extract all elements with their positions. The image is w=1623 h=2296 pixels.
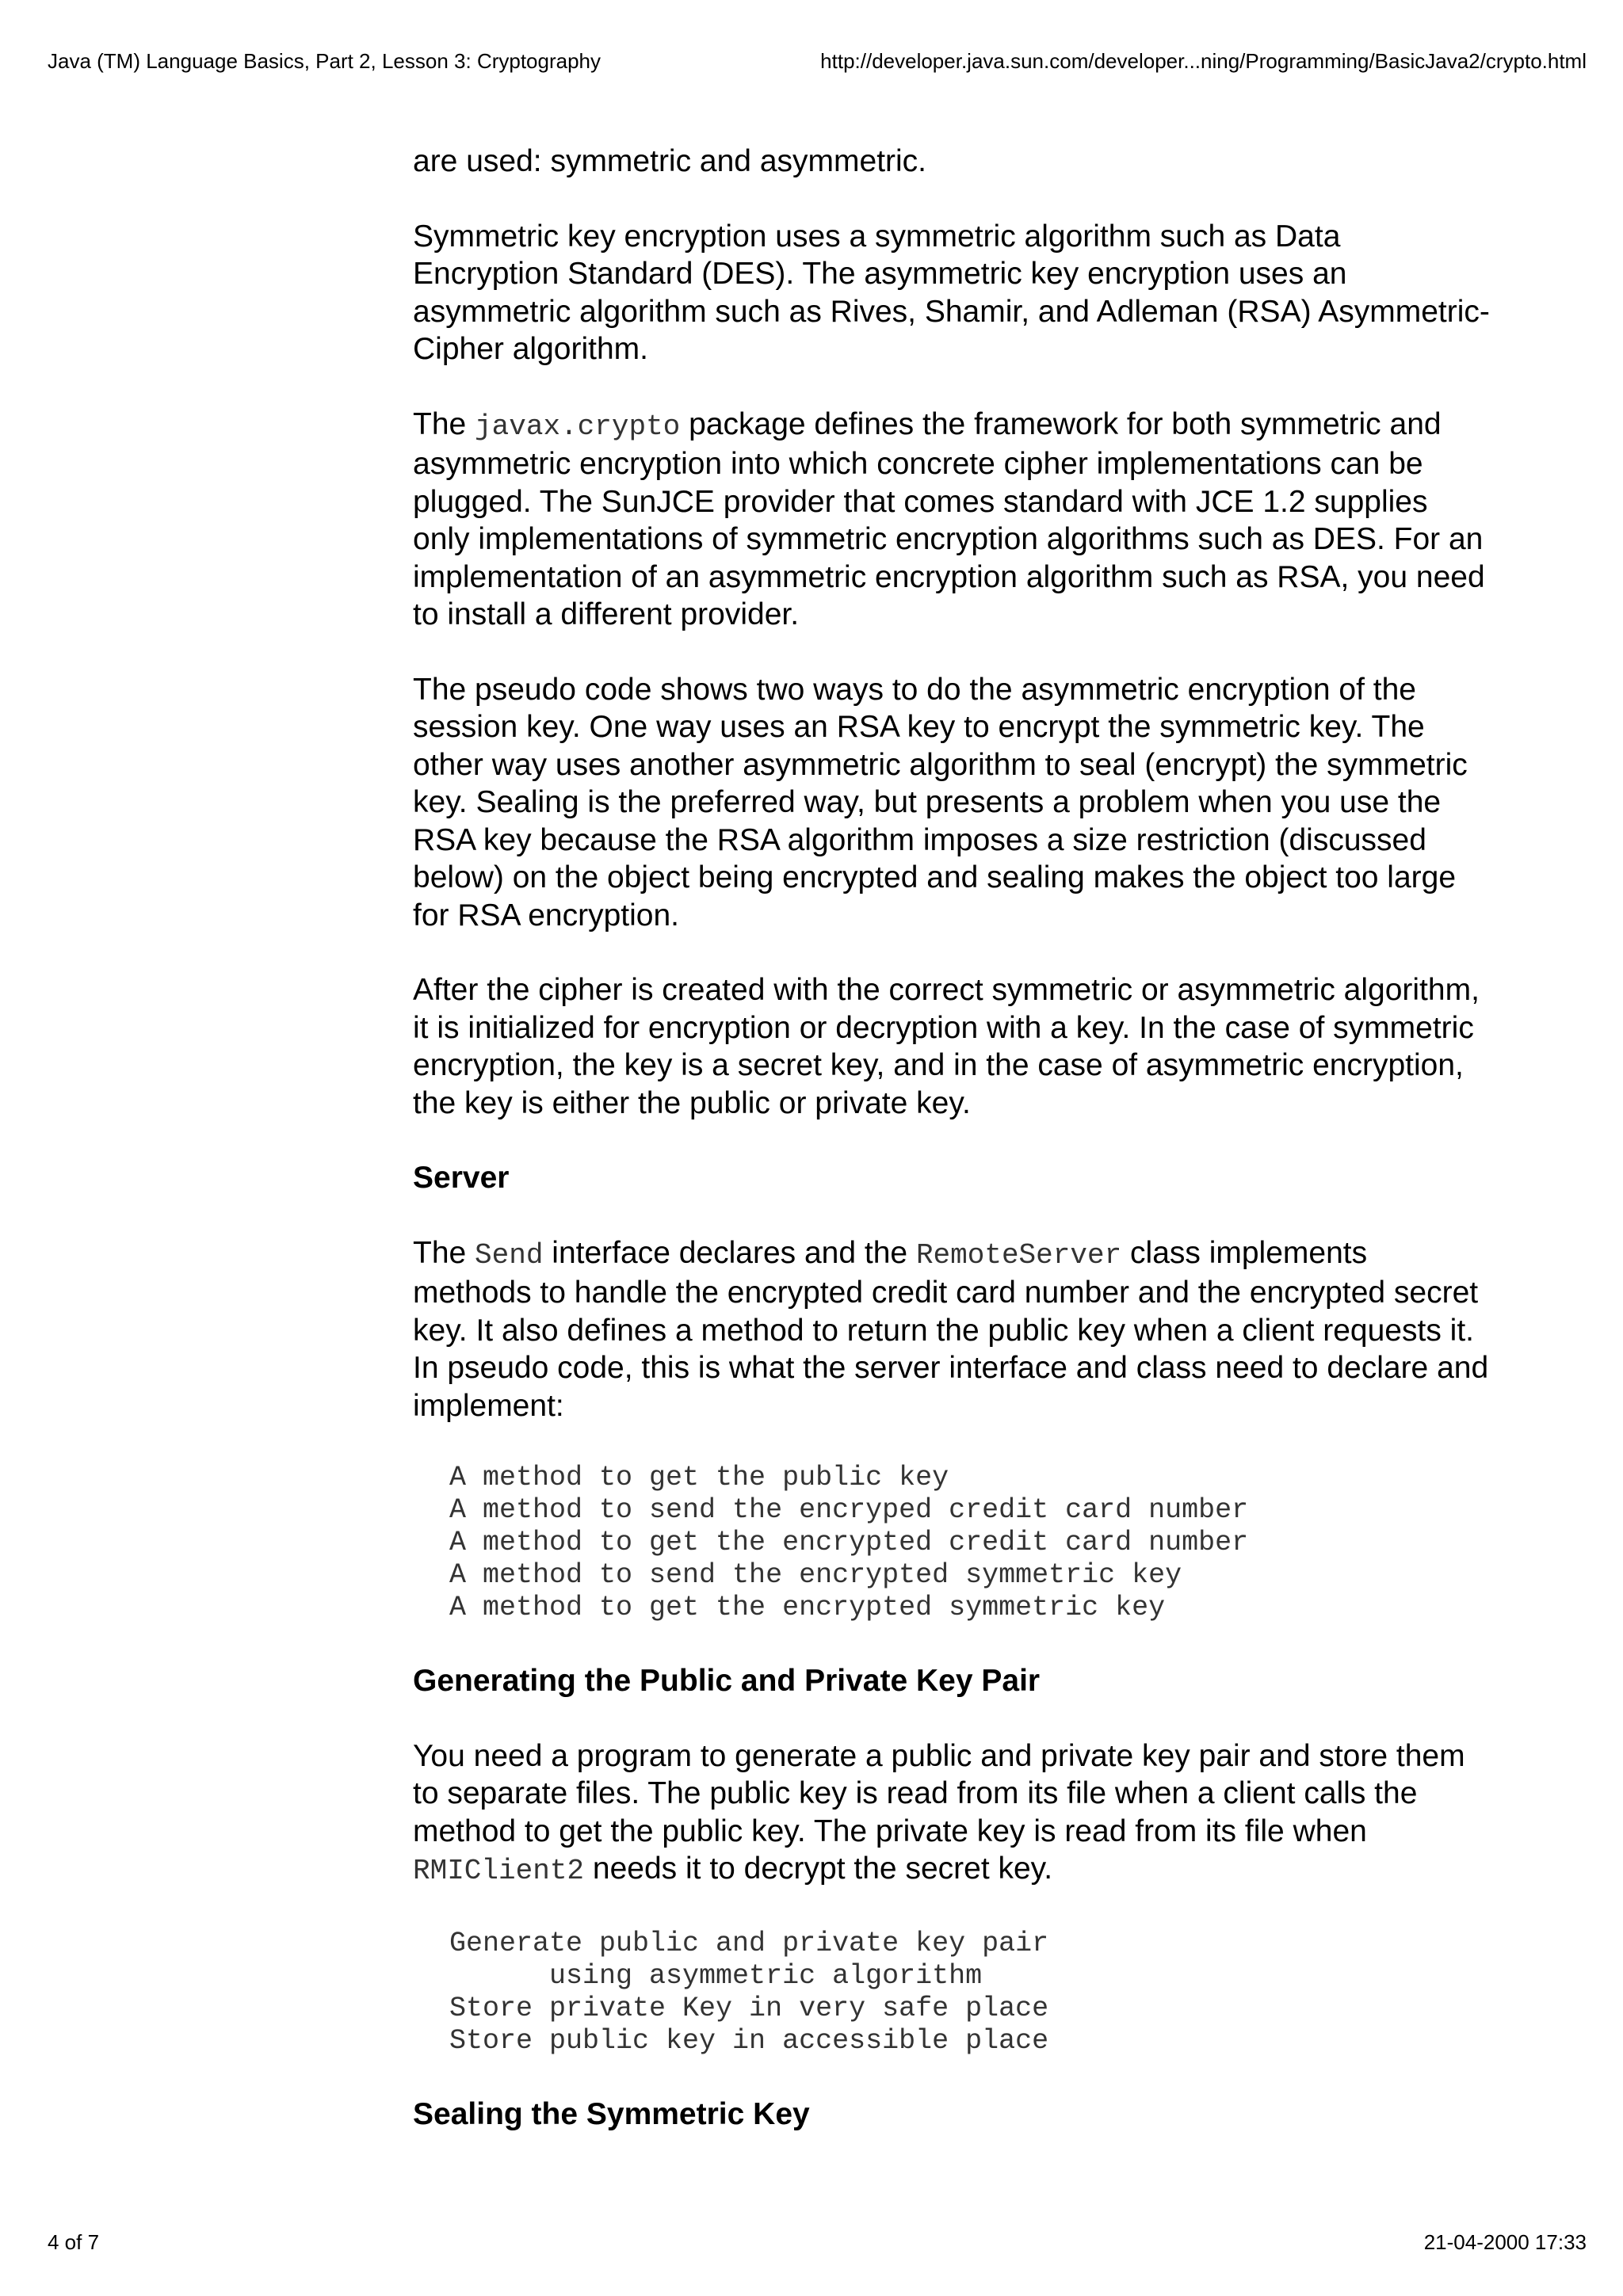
paragraph-key-pair-program <box>413 1737 1491 1890</box>
document-body <box>413 143 1491 2170</box>
text-segment: interface declares and the <box>543 1235 916 1270</box>
code-line: A method to get the public key <box>449 1462 949 1493</box>
code-line: A method to send the encryped credit card number <box>449 1494 1249 1526</box>
code-send: Send <box>475 1238 544 1272</box>
page-number: 4 of 7 <box>48 2230 100 2254</box>
heading-key-pair: Generating the Public and Private Key Pair <box>413 1664 1041 1698</box>
code-line: using asymmetric algorithm <box>449 1959 983 1992</box>
paragraph-cipher-initialization: After the cipher is created with the correct symmetric or asymmetric algorithm, it is initialized for encryption or decryption with a key. In the case of symmetric encryption, the key is a secret key, and in the case of asymmetric encryption, the key is either the public or private key. <box>413 973 1480 1120</box>
page-url: http://developer.java.sun.com/developer...ning/Programming/BasicJava2/crypto.html <box>820 49 1587 73</box>
paragraph-symmetric-key-encryption: Symmetric key encryption uses a symmetric algorithm such as Data Encryption Standard (DES). The asymmetric key encryption uses an asymmetric algorithm such as Rives, Shamir, and Adleman (RSA) Asymmetric-Cipher algorithm. <box>413 219 1490 366</box>
text-segment: You need a program to generate a public and private key pair and store them to separate files. The public key is read from its file when a client calls the method to get the public key. The private key is read from its file when <box>413 1738 1465 1848</box>
code-rmiclient2: RMIClient2 <box>413 1855 585 1887</box>
code-line: A method to get the encrypted symmetric key <box>449 1592 1166 1623</box>
code-block-key-generation <box>413 1928 1491 2058</box>
paragraph-javax-crypto <box>413 406 1491 634</box>
code-line: A method to get the encrypted credit card number <box>449 1527 1249 1558</box>
paragraph-symmetric-asymmetric-intro: are used: symmetric and asymmetric. <box>413 144 927 178</box>
text-segment: The <box>413 406 475 441</box>
code-line: Store public key in accessible place <box>449 2024 1049 2057</box>
heading-server: Server <box>413 1161 510 1195</box>
paragraph-pseudo-code-explanation: The pseudo code shows two ways to do the asymmetric encryption of the session key. One way uses an RSA key to encrypt the symmetric key. The other way uses another asymmetric algorithm to seal (encrypt) the symmetric key. Sealing is the preferred way, but presents a problem when you use the RSA key because the RSA algorithm imposes a size restriction (discussed below) on the object being encrypted and sealing makes the object too large for RSA encryption. <box>413 672 1468 933</box>
print-header <box>48 49 1587 81</box>
code-remote-server: RemoteServer <box>915 1238 1122 1272</box>
code-line: A method to send the encrypted symmetric key <box>449 1559 1182 1591</box>
code-line: Generate public and private key pair <box>449 1927 1049 1959</box>
code-line: Store private Key in very safe place <box>449 1992 1049 2024</box>
text-segment: class implements methods to handle the encrypted credit card number and the encrypted secret key. It also defines a method to return the public key when a client requests it. In pseudo code, this is what the server interface and class need to declare and implement: <box>413 1235 1489 1423</box>
text-segment: needs it to decrypt the secret key. <box>584 1852 1053 1886</box>
heading-sealing: Sealing the Symmetric Key <box>413 2096 810 2131</box>
code-block-server-methods <box>413 1462 1491 1624</box>
code-javax-crypto: javax.crypto <box>475 410 681 443</box>
page-title: Java (TM) Language Basics, Part 2, Lesson 3: Cryptography <box>48 49 601 73</box>
print-footer <box>48 2230 1587 2262</box>
print-datetime: 21-04-2000 17:33 <box>1423 2230 1587 2254</box>
paragraph-server-interface <box>413 1234 1491 1425</box>
text-segment: The <box>413 1235 475 1270</box>
text-segment: package defines the framework for both symmetric and asymmetric encryption into which concrete cipher implementations can be plugged. The SunJCE provider that comes standard with JCE 1.2 supplies only implementations of symmetric encryption algorithms such as DES. For an implementation of an asymmetric encryption algorithm such as RSA, you need to install a different provider. <box>413 406 1485 631</box>
